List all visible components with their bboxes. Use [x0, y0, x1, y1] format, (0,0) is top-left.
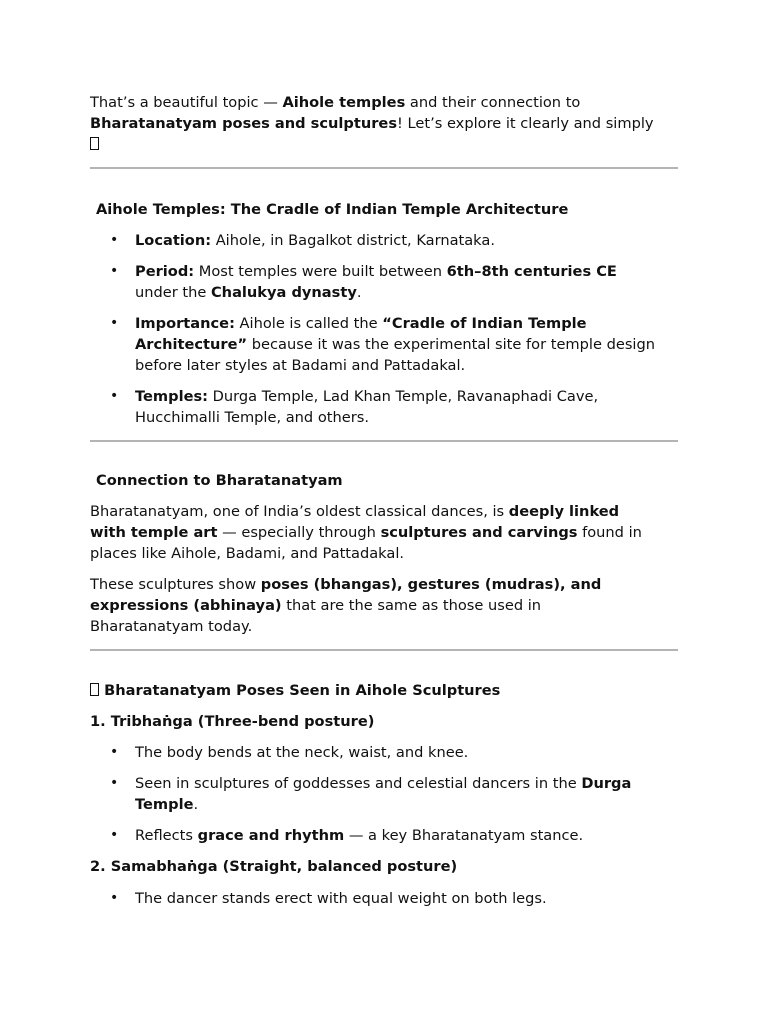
item-text: Hucchimalli Temple, and others.	[135, 409, 369, 426]
intro-paragraph	[90, 92, 678, 155]
section-heading-connection: Connection to Bharatanatyam	[96, 472, 343, 489]
item-text: because it was the experimental site for temple design	[247, 336, 655, 353]
item-label: Temples:	[135, 388, 208, 405]
para-bold: deeply linked	[508, 503, 620, 520]
item-text: .	[356, 284, 362, 301]
item-label: Importance:	[135, 315, 235, 332]
bullet-icon: •	[110, 232, 119, 248]
item-bold: Architecture”	[135, 336, 248, 353]
pose-title-tribhanga: 1. Tribhaṅga (Three-bend posture)	[90, 713, 375, 730]
item-text: Most temples were built between	[194, 263, 447, 280]
para-bold: poses (bhangas), gestures (mudras), and	[260, 576, 602, 593]
bullet-icon: •	[110, 388, 119, 404]
bullet-icon: •	[110, 827, 119, 843]
item-text: Seen in sculptures of goddesses and celestial dancers in the	[135, 775, 582, 792]
list-item	[90, 825, 678, 846]
item-text: .	[193, 796, 199, 813]
connection-paragraph-2	[90, 574, 678, 637]
para-text: — especially through	[217, 524, 381, 541]
bullet-icon: •	[110, 263, 119, 279]
item-bold: 6th–8th centuries CE	[446, 263, 617, 280]
smile-emoji-icon	[90, 137, 99, 150]
intro-text: ! Let’s explore it clearly and simply	[397, 115, 654, 132]
heading-text: Bharatanatyam Poses Seen in Aihole Sculptures	[99, 682, 501, 699]
item-text: The body bends at the neck, waist, and knee.	[135, 744, 469, 761]
item-bold: grace and rhythm	[197, 827, 345, 844]
divider	[90, 649, 678, 651]
intro-text: and their connection to	[405, 94, 581, 111]
intro-text: That’s a beautiful topic —	[90, 94, 283, 111]
para-text: places like Aihole, Badami, and Pattadakal.	[90, 545, 405, 562]
para-text: found in	[577, 524, 642, 541]
pose-title-samabhanga: 2. Samabhaṅga (Straight, balanced posture)	[90, 858, 458, 875]
para-text: Bharatanatyam, one of India’s oldest classical dances, is	[90, 503, 509, 520]
item-text: Durga Temple, Lad Khan Temple, Ravanaphadi Cave,	[208, 388, 599, 405]
item-bold: Temple	[135, 796, 194, 813]
list-item	[90, 888, 678, 909]
item-label: Period:	[135, 263, 195, 280]
item-text: Aihole is called the	[234, 315, 383, 332]
dancer-emoji-icon	[90, 683, 99, 696]
document-page	[90, 92, 678, 909]
list-item-period	[90, 261, 678, 303]
item-text: The dancer stands erect with equal weight on both legs.	[135, 890, 547, 907]
divider	[90, 167, 678, 169]
para-bold: with temple art	[90, 524, 218, 541]
item-text: before later styles at Badami and Pattadakal.	[135, 357, 466, 374]
connection-paragraph-1	[90, 501, 678, 564]
bullet-icon: •	[110, 315, 119, 331]
item-bold: Chalukya dynasty	[210, 284, 357, 301]
section-heading-aihole-temples: Aihole Temples: The Cradle of Indian Temple Architecture	[96, 201, 569, 218]
bullet-icon: •	[110, 775, 119, 791]
para-bold: sculptures and carvings	[380, 524, 578, 541]
item-text: under the	[135, 284, 211, 301]
intro-bold: Aihole temples	[282, 94, 406, 111]
aihole-facts-list	[90, 230, 678, 428]
list-item	[90, 773, 678, 815]
para-text: that are the same as those used in	[281, 597, 542, 614]
para-text: These sculptures show	[90, 576, 261, 593]
divider	[90, 440, 678, 442]
list-item-temples	[90, 386, 678, 428]
intro-bold: Bharatanatyam poses and sculptures	[90, 115, 398, 132]
bullet-icon: •	[110, 890, 119, 906]
item-label: Location:	[135, 232, 212, 249]
item-bold: Durga	[581, 775, 632, 792]
section-heading-poses	[90, 680, 678, 701]
item-text: — a key Bharatanatyam stance.	[344, 827, 584, 844]
item-text: Reflects	[135, 827, 198, 844]
samabhanga-list	[90, 888, 678, 909]
list-item	[90, 742, 678, 763]
tribhanga-list	[90, 742, 678, 846]
item-bold: “Cradle of Indian Temple	[382, 315, 587, 332]
list-item-importance	[90, 313, 678, 376]
item-text: Aihole, in Bagalkot district, Karnataka.	[211, 232, 495, 249]
para-text: Bharatanatyam today.	[90, 618, 253, 635]
bullet-icon: •	[110, 744, 119, 760]
list-item-location	[90, 230, 678, 251]
para-bold: expressions (abhinaya)	[90, 597, 282, 614]
